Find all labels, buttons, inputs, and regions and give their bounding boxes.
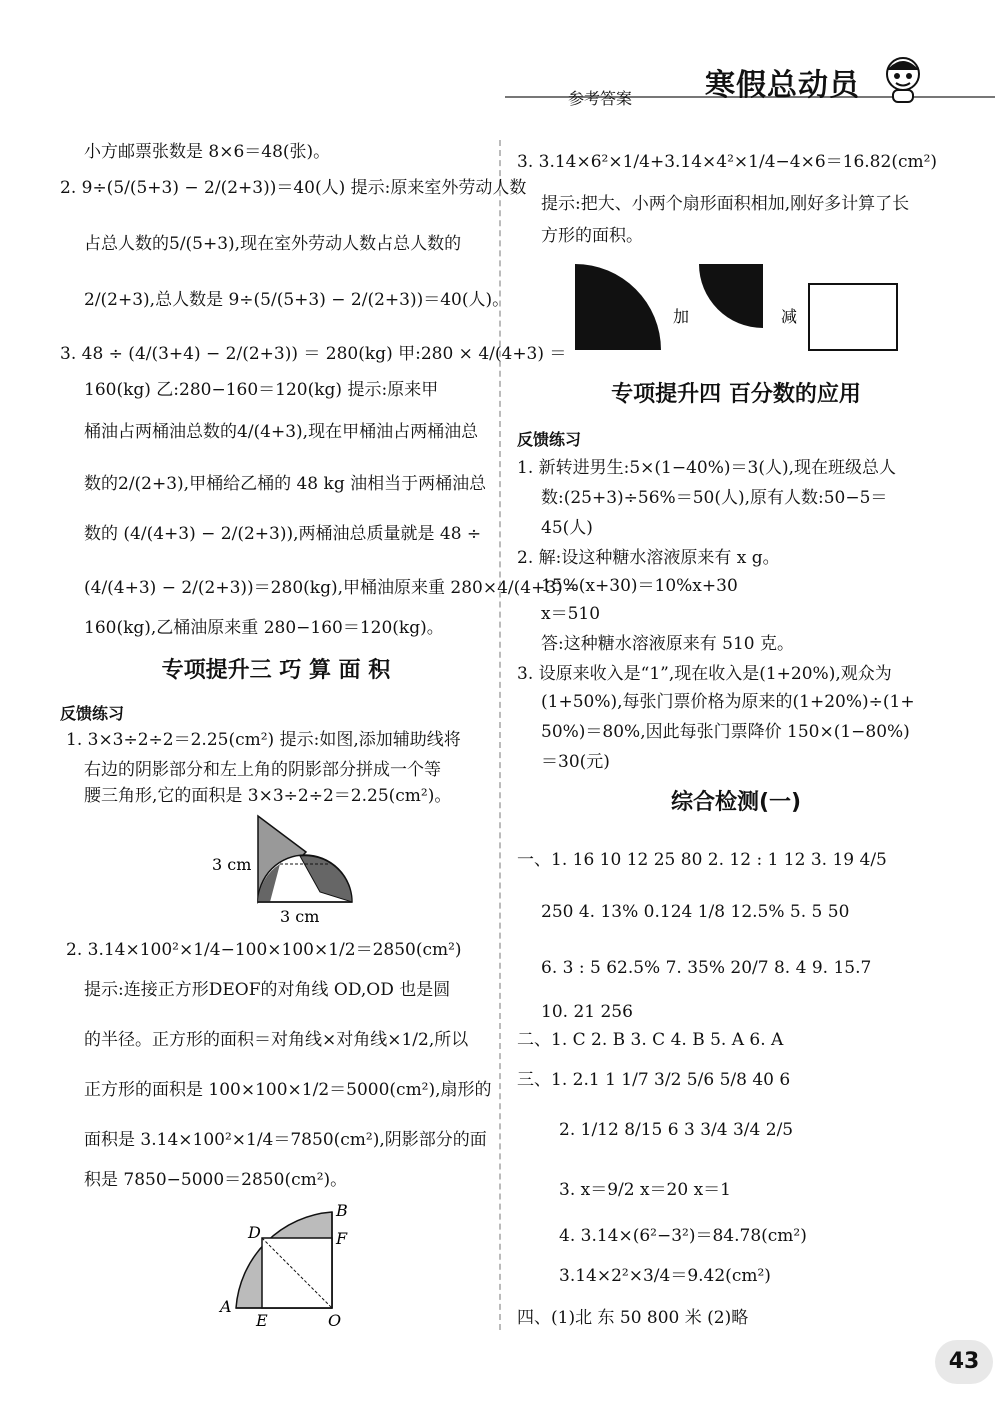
s4q1-line3: 45(人): [541, 518, 593, 538]
mascot-icon: [878, 52, 928, 104]
s3q2-line1: 2. 3.14×100²×1/4−100×100×1/2＝2850(cm²): [66, 940, 462, 960]
label-d: D: [248, 1223, 261, 1242]
s4q3-line3: 50%)＝80%,因此每张门票降价 150×(1−80%): [541, 722, 910, 742]
feedback-heading: 反馈练习: [60, 704, 125, 723]
one-line1: 一、1. 16 10 12 25 80 2. 12 : 1 12 3. 19 4/5: [517, 850, 887, 870]
header-label: 参考答案: [568, 89, 633, 108]
label-e: E: [256, 1311, 268, 1330]
section-two: 二、1. C 2. B 3. C 4. B 5. A 6. A: [517, 1030, 784, 1050]
header-brand: 寒假总动员: [705, 68, 860, 103]
three-line1: 三、1. 2.1 1 1/7 3/2 5/6 5/8 40 6: [517, 1070, 791, 1090]
q3-line5: 数的 (4/(4+3) − 2/(2+3)),两桶油总质量就是 48 ÷: [84, 524, 482, 544]
q3-line7: 160(kg),乙桶油原来重 280−160＝120(kg)。: [84, 618, 444, 638]
s4q1-line1: 1. 新转进男生:5×(1−40%)＝3(人),现在班级总人: [517, 458, 897, 478]
q2-line3: 2/(2+3),总人数是 9÷(5/(5+3) − 2/(2+3))＝40(人)。: [84, 290, 510, 310]
minus-label: 减: [781, 307, 798, 326]
feedback-heading-2: 反馈练习: [517, 430, 582, 449]
section4-title: 专项提升四 百分数的应用: [611, 382, 861, 407]
three-line3: 3. x＝9/2 x＝20 x＝1: [559, 1180, 732, 1200]
s4q1-line2: 数:(25+3)÷56%＝50(人),原有人数:50−5＝: [541, 488, 888, 508]
fig1-left-label: 3 cm: [212, 855, 252, 874]
s4q2-line2: 15%(x+30)＝10%x+30: [541, 576, 738, 596]
section-four: 四、(1)北 东 50 800 米 (2)略: [517, 1308, 749, 1328]
q3-line1: 3. 48 ÷ (4/(3+4) − 2/(2+3)) ＝ 280(kg) 甲:280 × 4/(4+3) ＝: [60, 344, 567, 364]
text-line: 小方邮票张数是 8×6＝48(张)。: [84, 142, 331, 162]
fig1-bottom-label: 3 cm: [280, 907, 320, 924]
page-number: 43: [935, 1340, 993, 1384]
s4q2-line4: 答:这种糖水溶液原来有 510 克。: [541, 634, 794, 654]
r-q3-line2: 提示:把大、小两个扇形面积相加,刚好多计算了长: [541, 194, 910, 214]
s4q3-line1: 3. 设原来收入是“1”,现在收入是(1+20%),观众为: [517, 664, 892, 684]
r-q3-line1: 3. 3.14×6²×1/4+3.14×4²×1/4−4×6＝16.82(cm²): [517, 152, 938, 172]
q2-line2: 占总人数的5/(5+3),现在室外劳动人数占总人数的: [84, 234, 462, 254]
s3q2-line5: 面积是 3.14×100²×1/4＝7850(cm²),阴影部分的面: [84, 1130, 487, 1150]
three-line5: 3.14×2²×3/4＝9.42(cm²): [559, 1266, 771, 1286]
s3q1-line3: 腰三角形,它的面积是 3×3÷2÷2＝2.25(cm²)。: [84, 786, 452, 806]
label-b: B: [336, 1201, 348, 1220]
s3q1-line1: 1. 3×3÷2÷2＝2.25(cm²) 提示:如图,添加辅助线将: [66, 730, 461, 750]
plus-label: 加: [673, 307, 690, 326]
label-a: A: [220, 1297, 232, 1316]
section5-title: 综合检测(一): [670, 790, 802, 815]
one-line4: 10. 21 256: [541, 1002, 633, 1022]
triangle-semicircle-figure: [200, 812, 370, 924]
q2-line1: 2. 9÷(5/(5+3) − 2/(2+3))＝40(人) 提示:原来室外劳动人数: [60, 178, 527, 198]
s4q2-line3: x＝510: [541, 604, 601, 624]
three-line2: 2. 1/12 8/15 6 3 3/4 3/4 2/5: [559, 1120, 794, 1140]
s3q1-line2: 右边的阴影部分和左上角的阴影部分拼成一个等: [84, 760, 441, 780]
r-q3-line3: 方形的面积。: [541, 226, 643, 246]
q3-line4: 数的2/(2+3),甲桶给乙桶的 48 kg 油相当于两桶油总: [84, 474, 487, 494]
s4q3-line2: (1+50%),每张门票价格为原来的(1+20%)÷(1+: [541, 692, 915, 712]
s3q2-line2: 提示:连接正方形DEOF的对角线 OD,OD 也是圆: [84, 980, 451, 1000]
label-f: F: [336, 1229, 348, 1248]
one-line3: 6. 3 : 5 62.5% 7. 35% 20/7 8. 4 9. 15.7: [541, 958, 872, 978]
column-divider: [499, 140, 501, 1330]
q3-line2: 160(kg) 乙:280−160＝120(kg) 提示:原来甲: [84, 380, 439, 400]
section3-title: 专项提升三 巧 算 面 积: [161, 658, 391, 683]
s3q2-line4: 正方形的面积是 100×100×1/2＝5000(cm²),扇形的: [84, 1080, 492, 1100]
one-line2: 250 4. 13% 0.124 1/8 12.5% 5. 5 50: [541, 902, 850, 922]
s3q2-line6: 积是 7850−5000＝2850(cm²)。: [84, 1170, 348, 1190]
s4q3-line4: ＝30(元): [541, 752, 610, 772]
three-line4: 4. 3.14×(6²−3²)＝84.78(cm²): [559, 1226, 807, 1246]
quarter-circle-figure: [210, 1198, 380, 1330]
q3-line3: 桶油占两桶油总数的4/(4+3),现在甲桶油占两桶油总: [84, 422, 479, 442]
s3q2-line3: 的半径。正方形的面积＝对角线×对角线×1/2,所以: [84, 1030, 469, 1050]
s4q2-line1: 2. 解:设这种糖水溶液原来有 x g。: [517, 548, 780, 568]
q3-line6: (4/(4+3) − 2/(2+3))＝280(kg),甲桶油原来重 280×4/(4+3)＝: [84, 578, 580, 598]
label-o: O: [328, 1311, 342, 1330]
sectors-rectangle-figure: [573, 262, 903, 354]
